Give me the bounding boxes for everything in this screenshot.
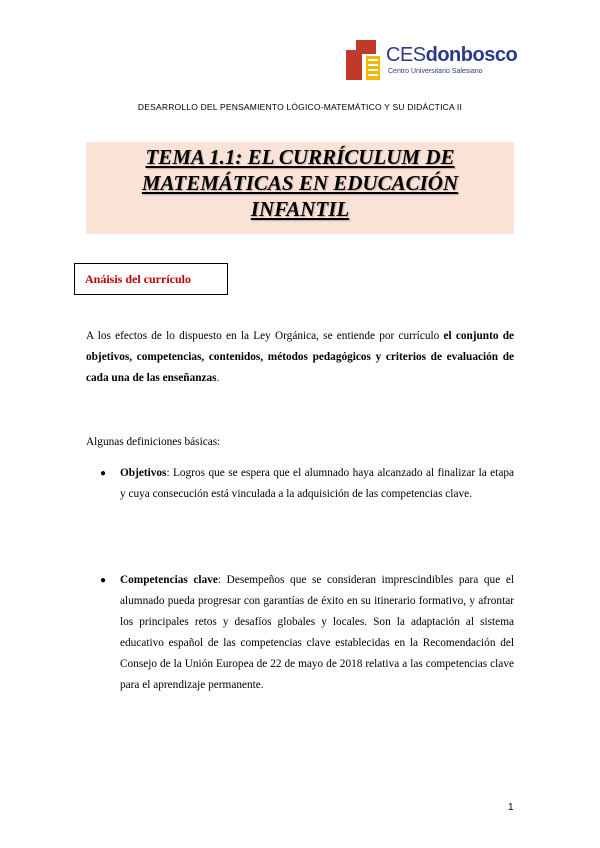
intro-bold-text: el conjunto de objetivos, competencias, contenidos, métodos pedagógicos y criterios de evaluación de cada una de las enseñanzas [86,330,514,384]
section-heading: Anáisis del currículo [85,272,192,286]
logo-subtitle: Centro Universitario Salesiano [388,68,483,75]
definitions-intro: Algunas definiciones básicas: [86,436,221,448]
definition-text: : Logros que se espera que el alumnado haya alcanzado al finalizar la etapa y cuya consecución está vinculada a la adquisición de las competencias clave. [120,467,514,500]
page-title [86,144,514,222]
definition-term: Competencias clave [120,574,218,586]
section-heading-box [74,263,228,295]
logo-brand-name: donbosco [425,44,518,66]
bullet-icon: ● [100,575,107,586]
definition-term: Objetivos [120,467,167,479]
page-number: 1 [508,802,514,813]
title-banner [86,142,514,234]
title-line-2: MATEMÁTICAS EN EDUCACIÓN [141,171,459,195]
title-line-3: INFANTIL [250,197,350,221]
title-line-1: TEMA 1.1: EL CURRÍCULUM DE [145,145,455,169]
intro-text: A los efectos de lo dispuesto en la Ley Orgánica, se entiende por currículo [86,330,444,342]
definition-item [120,570,514,696]
intro-paragraph [86,326,514,389]
institution-logo [346,40,516,82]
definition-item [120,463,514,505]
bullet-icon: ● [100,468,107,479]
intro-text-end: . [216,372,220,384]
running-header: DESARROLLO DEL PENSAMIENTO LÓGICO-MATEMÁTICO Y SU DIDÁCTICA II [137,102,463,112]
logo-mark-icon [346,40,382,80]
logo-brand-prefix: CES [386,44,426,66]
logo-wordmark [386,44,517,67]
definition-text: : Desempeños que se consideran imprescindibles para que el alumnado pueda progresar con garantías de éxito en su itinerario formativo, y afrontar los principales retos y desafíos globales y locales. Son la adaptación al sistema educativo español de las competencias clave establecidas en la Recomendación del Consejo de la Unión Europea de 22 de mayo de 2018 relativa a las competencias clave para el aprendizaje permanente. [120,574,515,691]
